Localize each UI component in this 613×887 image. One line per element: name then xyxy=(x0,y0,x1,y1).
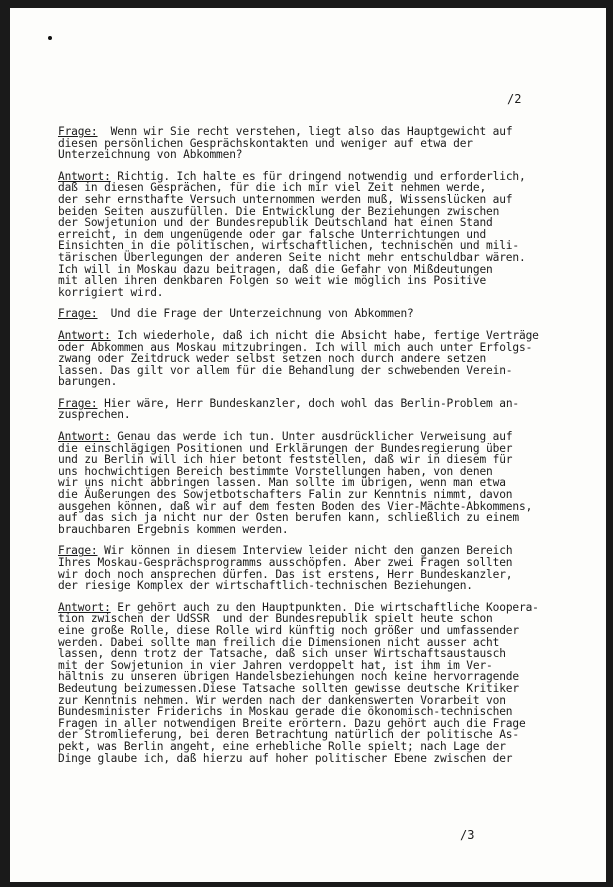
text-line: diesen persönlichen Gesprächskontakten und weniger auf etwa der xyxy=(58,136,473,150)
text-line: beiden Seiten auszufüllen. Die Entwicklung der Beziehungen zwischen xyxy=(58,204,500,218)
speaker-label: Antwort: xyxy=(58,328,111,342)
text-line: korrigiert wird. xyxy=(58,285,164,299)
text-line: hältnis zu unseren übrigen Handelsbeziehungen noch keine hervorragende xyxy=(58,670,519,684)
text-line: tion zwischen der UdSSR und der Bundesrepublik spielt heute schon xyxy=(58,612,493,626)
text-line: daß in diesen Gesprächen, für die ich mir viel Zeit nehmen werde, xyxy=(58,181,487,195)
text-line: Ihres Moskau-Gesprächsprogramms ausschöpfen. Aber zwei Fragen sollten xyxy=(58,556,513,569)
text-line: lassen, denn trotz der Tatsache, daß sich unser Wirtschaftsaustausch xyxy=(58,647,506,661)
text-line: brauchbaren Ergebnis kommen werden. xyxy=(58,522,289,536)
text-line: Ich will in Moskau dazu beitragen, daß die Gefahr von Mißdeutungen xyxy=(58,262,493,276)
speaker-label: Antwort: xyxy=(58,430,111,444)
speaker-label: Antwort: xyxy=(58,600,111,614)
text-line: der sehr ernsthafte Versuch unternommen werden muß, Wissenslücken auf xyxy=(58,192,513,206)
text-line: Unterzeichnung von Abkommen? xyxy=(58,148,243,162)
text-line xyxy=(58,398,598,410)
text-line: oder Abkommen aus Moskau mitzubringen. Ich will mich auch unter Erfolgs- xyxy=(58,340,533,354)
line-text: Richtig. Ich halte es für dringend notwendig und erforderlich, xyxy=(110,169,526,183)
text-line: Bundesminister Friderichs in Moskau gerade die ökonomisch-technischen xyxy=(58,705,513,719)
text-line: erreicht, in dem ungenügende oder gar falsche Unterrichtungen und xyxy=(58,227,487,241)
text-line: pekt, was Berlin angeht, eine erhebliche Rolle spielt; nach Lage der xyxy=(58,739,506,753)
line-text: Genau das werde ich tun. Unter ausdrücklicher Verweisung auf xyxy=(110,430,513,444)
question-paragraph xyxy=(58,398,598,421)
text-line: wir doch noch ansprechen dürfen. Das ist erstens, Herr Bundeskanzler, xyxy=(58,567,513,581)
text-line xyxy=(58,308,598,320)
answer-paragraph xyxy=(58,431,598,535)
text-line: zusprechen. xyxy=(58,408,131,422)
text-line: der Stromlieferung, bei deren Betrachtung natürlich der politische As- xyxy=(58,728,519,742)
answer-paragraph xyxy=(58,602,598,764)
question-paragraph xyxy=(58,308,598,320)
text-line: die einschlägigen Positionen und Erklärungen der Bundesregierung über xyxy=(58,441,513,455)
text-line: Einsichten in die politischen, wirtschaftlichen, technischen und mili- xyxy=(58,239,519,253)
text-line: barungen. xyxy=(58,375,118,389)
text-line: zur Kenntnis nehmen. Wir werden nach der dankenswerten Vorarbeit von xyxy=(58,693,506,707)
text-line xyxy=(58,126,598,138)
speaker-label: Frage: xyxy=(58,125,98,138)
text-line: uns hochwichtigen Bereich bestimmte Vorstellungen haben, von denen xyxy=(58,464,493,478)
question-paragraph xyxy=(58,126,598,161)
speaker-label: Frage: xyxy=(58,307,98,321)
text-line: ausgehen können, daß wir auf dem festen Boden des Vier-Mächte-Abkommens, xyxy=(58,499,533,513)
line-text: Er gehört auch zu den Hauptpunkten. Die wirtschaftliche Koopera- xyxy=(110,600,539,614)
ink-speck xyxy=(48,36,52,40)
text-line: auf das sich ja nicht nur der Osten berufen kann, schließlich zu einem xyxy=(58,511,519,525)
text-line: mit der Sowjetunion in vier Jahren verdoppelt hat, ist ihm im Ver- xyxy=(58,658,493,672)
speaker-label: Antwort: xyxy=(58,169,111,183)
page-number-top: /2 xyxy=(507,92,522,106)
text-line: die Äußerungen des Sowjetbotschafters Falin zur Kenntnis nimmt, davon xyxy=(58,488,513,502)
text-line: der riesige Komplex der wirtschaftlich-technischen Beziehungen. xyxy=(58,579,473,593)
text-line: tärischen Überlegungen der anderen Seite nicht mehr entschuldbar wären. xyxy=(58,250,526,264)
answer-paragraph xyxy=(58,330,598,388)
speaker-label: Frage: xyxy=(58,396,98,410)
text-line: mit allen ihren denkbaren Folgen so weit wie möglich ins Positive xyxy=(58,274,487,288)
text-line: eine große Rolle, diese Rolle wird künftig noch größer und umfassender xyxy=(58,623,519,637)
interview-text xyxy=(58,126,598,774)
answer-paragraph xyxy=(58,171,598,299)
speaker-label: Frage: xyxy=(58,544,98,558)
text-line: Bedeutung beizumessen.Diese Tatsache sollten gewisse deutsche Kritiker xyxy=(58,681,519,695)
document-page xyxy=(10,8,606,882)
line-text: Ich wiederhole, daß ich nicht die Absicht habe, fertige Verträge xyxy=(110,328,539,342)
text-line: und zu Berlin will ich hier betont feststellen, daß wir in diesem für xyxy=(58,453,513,467)
text-line: Fragen in aller notwendigen Breite erörtern. Dazu gehört auch die Frage xyxy=(58,716,526,730)
line-text: Wir können in diesem Interview leider nicht den ganzen Bereich xyxy=(97,544,513,558)
text-line xyxy=(58,330,598,342)
text-line: zwang oder Zeitdruck weder selbst setzen noch durch andere setzen xyxy=(58,352,487,366)
line-text: Und die Frage der Unterzeichnung von Abkommen? xyxy=(97,307,414,321)
text-line: lassen. Das gilt vor allem für die Behandlung der schwebenden Verein- xyxy=(58,363,513,377)
page-number-bottom: /3 xyxy=(460,828,475,842)
question-paragraph xyxy=(58,545,598,591)
line-text: Hier wäre, Herr Bundeskanzler, doch wohl das Berlin-Problem an- xyxy=(97,396,519,410)
line-text: Wenn wir Sie recht verstehen, liegt also das Hauptgewicht auf xyxy=(97,125,513,138)
text-line xyxy=(58,431,598,443)
text-line: wir uns nicht abbringen lassen. Man sollte im übrigen, wenn man etwa xyxy=(58,476,506,490)
text-line: Dinge glaube ich, daß hierzu auf hoher politischer Ebene zwischen der xyxy=(58,751,513,765)
text-line: werden. Dabei sollte man freilich die Dimensionen nicht ausser acht xyxy=(58,635,500,649)
text-line: der Sowjetunion und der Bundesrepublik Deutschland hat einen Stand xyxy=(58,216,493,230)
